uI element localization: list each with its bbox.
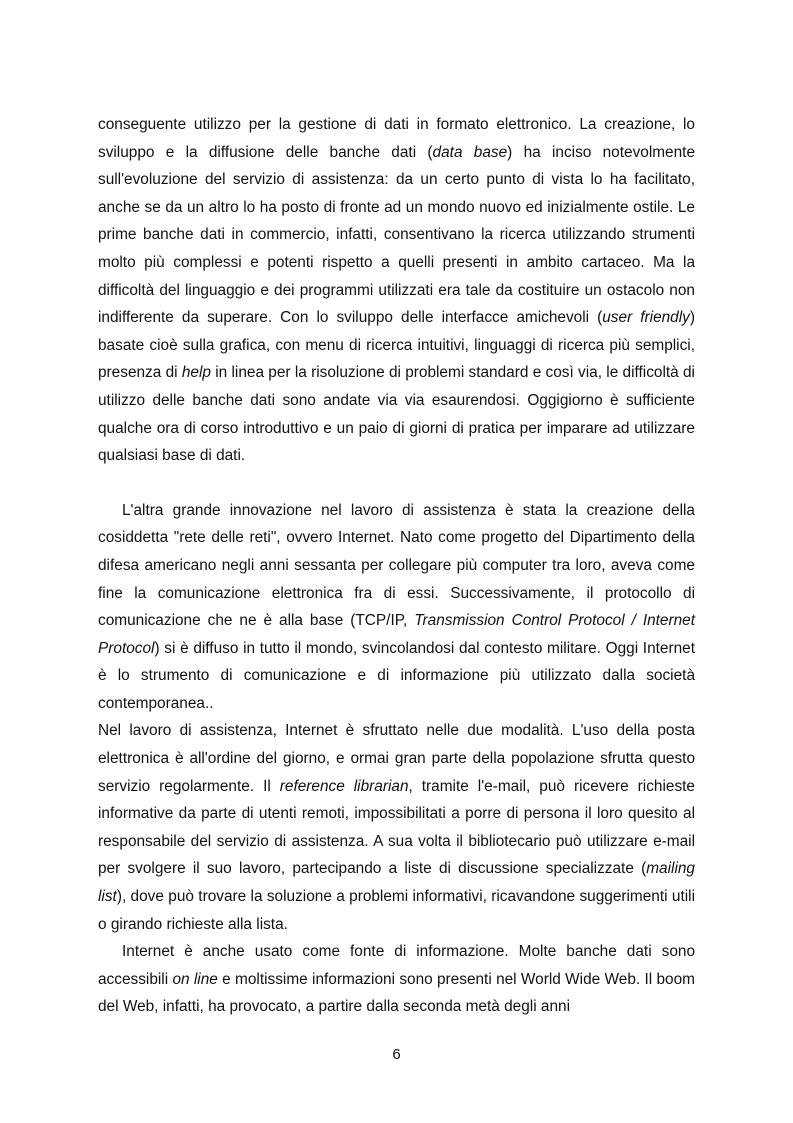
italic-term: data base xyxy=(432,143,508,161)
italic-term: user friendly xyxy=(602,309,690,327)
text-run: ) ha inciso notevolmente sull'evoluzione del servizio di assistenza: da un certo punto di vista lo ha facilitato, anche se da un altro lo ha posto di fronte ad un mondo nuovo ed inizialmente ostile. Le prime banche dati in commercio, infatti, consentivano la ricerca utilizzando strumenti molto più complessi e potenti rispetto a quelli presenti in ambito cartaceo. Ma la difficoltà del linguaggio e dei programmi utilizzati era tale da costituire un ostacolo non indifferente da superare. Con lo sviluppo delle interfacce amichevoli ( xyxy=(98,143,696,327)
text-run: Internet è anche usato come fonte di informazione. Molte banche dati sono accessibili xyxy=(98,943,695,988)
paragraph-1 xyxy=(98,111,695,470)
text-run: ) basate cioè sulla grafica, con menu di ricerca intuitivi, linguaggi di ricerca più semplici, presenza di xyxy=(98,309,695,382)
italic-term: reference librarian xyxy=(279,777,409,795)
italic-term: mailing list xyxy=(98,860,695,906)
text-run: Nel lavoro di assistenza, Internet è sfruttato nelle due modalità. L'uso della posta elettronica è all'ordine del giorno, e ormai gran parte della popolazione sfrutta questo servizio regolarmente. Il xyxy=(98,722,695,795)
italic-term: on line xyxy=(172,970,218,988)
text-run: conseguente utilizzo per la gestione di dati in formato elettronico. La creazione, lo sviluppo e la diffusione delle banche dati ( xyxy=(98,116,695,161)
italic-term: help xyxy=(181,364,211,382)
paragraph-4 xyxy=(98,938,695,1021)
text-run: , tramite l'e-mail, può ricevere richieste informative da parte di utenti remoti, impossibilitati a porre di persona il loro quesito al responsabile del servizio di assistenza. A sua volta il bibliotecario può utilizzare e-mail per svolgere il suo lavoro, partecipando a liste di discussione specializzate ( xyxy=(98,777,695,878)
italic-term: Transmission Control Protocol / Internet Protocol xyxy=(98,612,696,657)
paragraph-3 xyxy=(98,717,695,938)
text-run: L'altra grande innovazione nel lavoro di assistenza è stata la creazione della cosiddetta "rete delle reti", ovvero Internet. Nato come progetto del Dipartimento della difesa americano negli anni sessanta per collegare più computer tra loro, aveva come fine la comunicazione elettronica fra di essi. Successivamente, il protocollo di comunicazione che ne è alla base (TCP/IP, xyxy=(98,501,695,630)
page-body xyxy=(98,111,695,1021)
paragraph-2 xyxy=(98,497,695,718)
text-run: ), dove può trovare la soluzione a problemi informativi, ricavandone suggerimenti utili o girando richieste alla lista. xyxy=(98,888,695,933)
text-run: ) si è diffuso in tutto il mondo, svincolandosi dal contesto militare. Oggi Internet è lo strumento di comunicazione e di informazione più utilizzato dalla società contemporanea.. xyxy=(98,639,695,712)
text-run: in linea per la risoluzione di problemi standard e così via, le difficoltà di utilizzo delle banche dati sono andate via via esaurendosi. Oggigiorno è sufficiente qualche ora di corso introduttivo e un paio di giorni di pratica per imparare ad utilizzare qualsiasi base di dati. xyxy=(98,364,695,465)
text-run: e moltissime informazioni sono presenti nel World Wide Web. Il boom del Web, infatti, ha provocato, a partire dalla seconda metà degli anni xyxy=(98,970,695,1016)
page-number: 6 xyxy=(392,1046,401,1063)
